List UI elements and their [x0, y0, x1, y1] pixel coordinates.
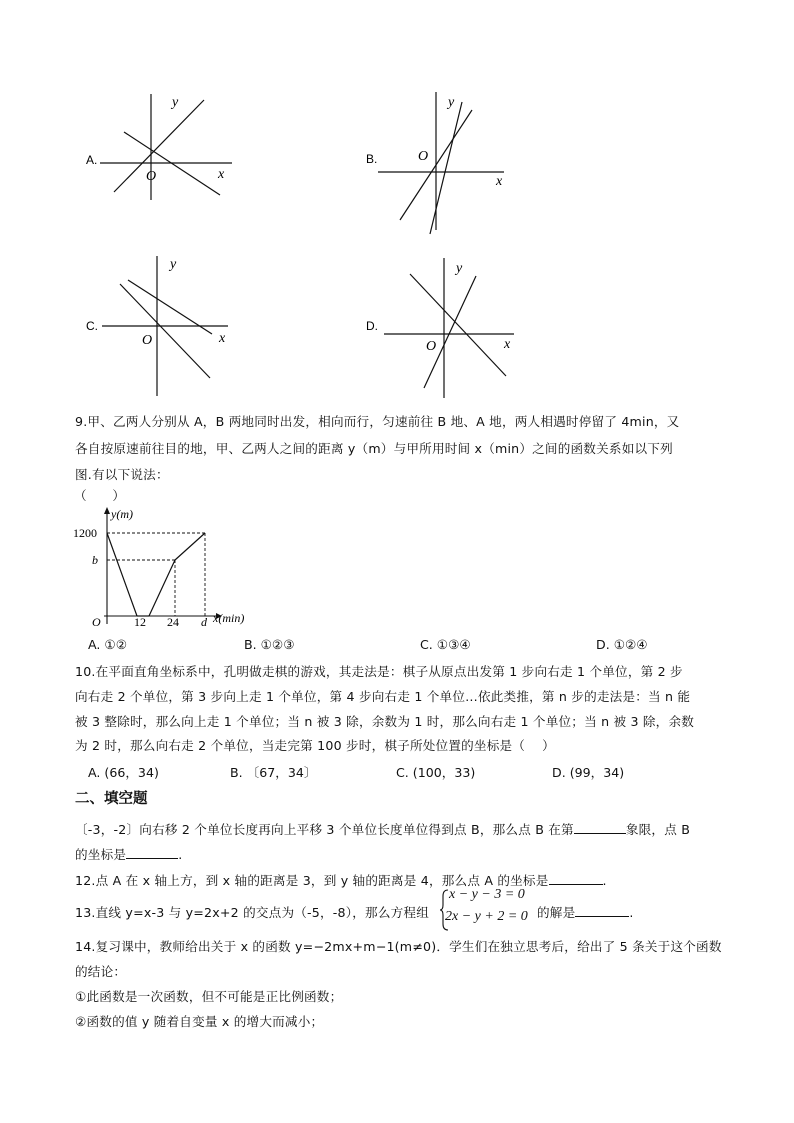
- q11-blank-quadrant: [574, 821, 626, 834]
- q13-blank: [575, 904, 629, 917]
- q9-choice-b: B. ①②③: [244, 637, 295, 652]
- q10-line-3: 被 3 整除时，那么向上走 1 个单位；当 n 被 3 除，余数为 1 时，那么向右走 1 个单位；当 n 被 3 除，余数: [75, 714, 695, 729]
- q13-answer: [537, 903, 657, 922]
- q9-distance-time-chart: [70, 504, 270, 636]
- graph-c-option-label: C.: [86, 319, 98, 333]
- q10-choice-d: D. (99，34): [552, 765, 625, 780]
- graph-a-y-label: y: [172, 95, 179, 110]
- q9-y-arrow: [104, 507, 110, 514]
- q9-choice-c: C. ①③④: [420, 637, 471, 652]
- q9-x-tick-12: 12: [134, 615, 146, 629]
- graph-option-b: [364, 88, 514, 236]
- graph-b-option-label: B.: [366, 152, 378, 166]
- q11-text-d: .: [178, 847, 183, 862]
- q9-origin: O: [92, 615, 101, 629]
- q9-x-axis-label: x(min): [213, 611, 245, 625]
- q9-choice-a: A. ①②: [88, 637, 127, 652]
- graph-b-origin-label: O: [418, 149, 429, 164]
- q9-x-tick-d: d: [201, 615, 207, 629]
- q9-line-2: 各自按原速前往目的地，甲、乙两人之间的距离 y（m）与甲所用时间 x（min）之间的函数关系如以下列: [75, 441, 673, 456]
- section-2-heading: 二、填空题: [75, 791, 148, 807]
- graph-a-origin-label: O: [146, 169, 157, 184]
- q10-choice-a: A. (66，34): [88, 765, 159, 780]
- graph-c-y-label: y: [170, 257, 177, 272]
- q9-y-tick-b: b: [92, 553, 98, 567]
- q14-line-2: 的结论：: [75, 964, 127, 979]
- q14-item-1: ①此函数是一次函数，但不可能是正比例函数；: [75, 989, 343, 1004]
- q9-segment-3: [149, 560, 175, 616]
- q13-after-text: 的解是: [537, 905, 576, 920]
- graph-option-c: [82, 254, 242, 400]
- graph-option-a: [82, 92, 242, 202]
- q14-line-1: 14.复习课中，教师给出关于 x 的函数 y=−2mx+m−1(m≠0)．学生们在独立思考后，给出了 5 条关于这个函数: [75, 939, 722, 954]
- q9-y-tick-1200: 1200: [73, 526, 97, 540]
- q9-y-axis-label: y(m): [111, 507, 133, 521]
- q12-end: .: [602, 873, 607, 888]
- graph-c-origin-label: O: [142, 333, 153, 348]
- q13-equation-2: 2x − y + 2 = 0: [445, 909, 528, 924]
- graph-d-option-label: D.: [366, 319, 378, 333]
- graph-d-x-label: x: [504, 337, 511, 352]
- graph-d-origin-label: O: [426, 339, 437, 354]
- q10-line-2: 向右走 2 个单位，第 3 步向上走 1 个单位，第 4 步向右走 1 个单位…依此类推，第 n 步的走法是：当 n 能: [75, 689, 691, 704]
- q9-x-tick-24: 24: [167, 615, 179, 629]
- q10-line-4: 为 2 时，那么向右走 2 个单位，当走完第 100 步时，棋子所处位置的坐标是（ ）: [75, 738, 555, 753]
- q12-blank: [549, 872, 603, 885]
- graph-d-y-label: y: [456, 261, 463, 276]
- q14-item-2: ②函数的值 y 随着自变量 x 的增大而减小；: [75, 1014, 324, 1029]
- q11-line-1: [75, 820, 735, 839]
- q9-answer-bracket: （ ）: [74, 488, 126, 503]
- q9-segment-4: [175, 533, 205, 560]
- q13-text: 13.直线 y=x-3 与 y=2x+2 的交点为（-5，-8），那么方程组: [75, 905, 430, 920]
- q10-line-1: 10.在平面直角坐标系中，孔明做走棋的游戏，其走法是：棋子从原点出发第 1 步向右走 1 个单位，第 2 步: [75, 664, 683, 679]
- q11-blank-coordinates: [126, 846, 178, 859]
- q11-text-b: 象限，点 B: [625, 822, 691, 837]
- q9-choice-d: D. ①②④: [596, 637, 648, 652]
- q12-text: 12.点 A 在 x 轴上方，到 x 轴的距离是 3，到 y 轴的距离是 4，那么点 A 的坐标是: [75, 873, 549, 888]
- q13-end: .: [629, 905, 634, 920]
- q11-line-2: [75, 845, 735, 864]
- q10-choice-c: C. (100，33): [396, 765, 476, 780]
- q9-line-1: 9.甲、乙两人分别从 A，B 两地同时出发，相向而行，匀速前往 B 地、A 地，两人相遇时停留了 4min，又: [75, 414, 680, 429]
- graph-option-d: [364, 254, 524, 400]
- q12-line: [75, 871, 735, 890]
- graph-b-y-label: y: [448, 95, 455, 110]
- q13-equation-1: x − y − 3 = 0: [449, 887, 525, 902]
- q10-choice-b: B. 〔67，34〕: [230, 765, 317, 780]
- graph-a-x-label: x: [218, 167, 225, 182]
- graph-a-option-label: A.: [86, 153, 98, 167]
- graph-c-x-label: x: [219, 331, 226, 346]
- q9-segment-1: [107, 533, 137, 616]
- q11-text-a: 〔-3，-2〕向右移 2 个单位长度再向上平移 3 个单位长度单位得到点 B，那么点 B 在第: [75, 822, 574, 837]
- graph-b-x-label: x: [496, 174, 503, 189]
- q9-line-3: 图.有以下说法：: [75, 467, 169, 482]
- q11-text-c: 的坐标是: [75, 847, 127, 862]
